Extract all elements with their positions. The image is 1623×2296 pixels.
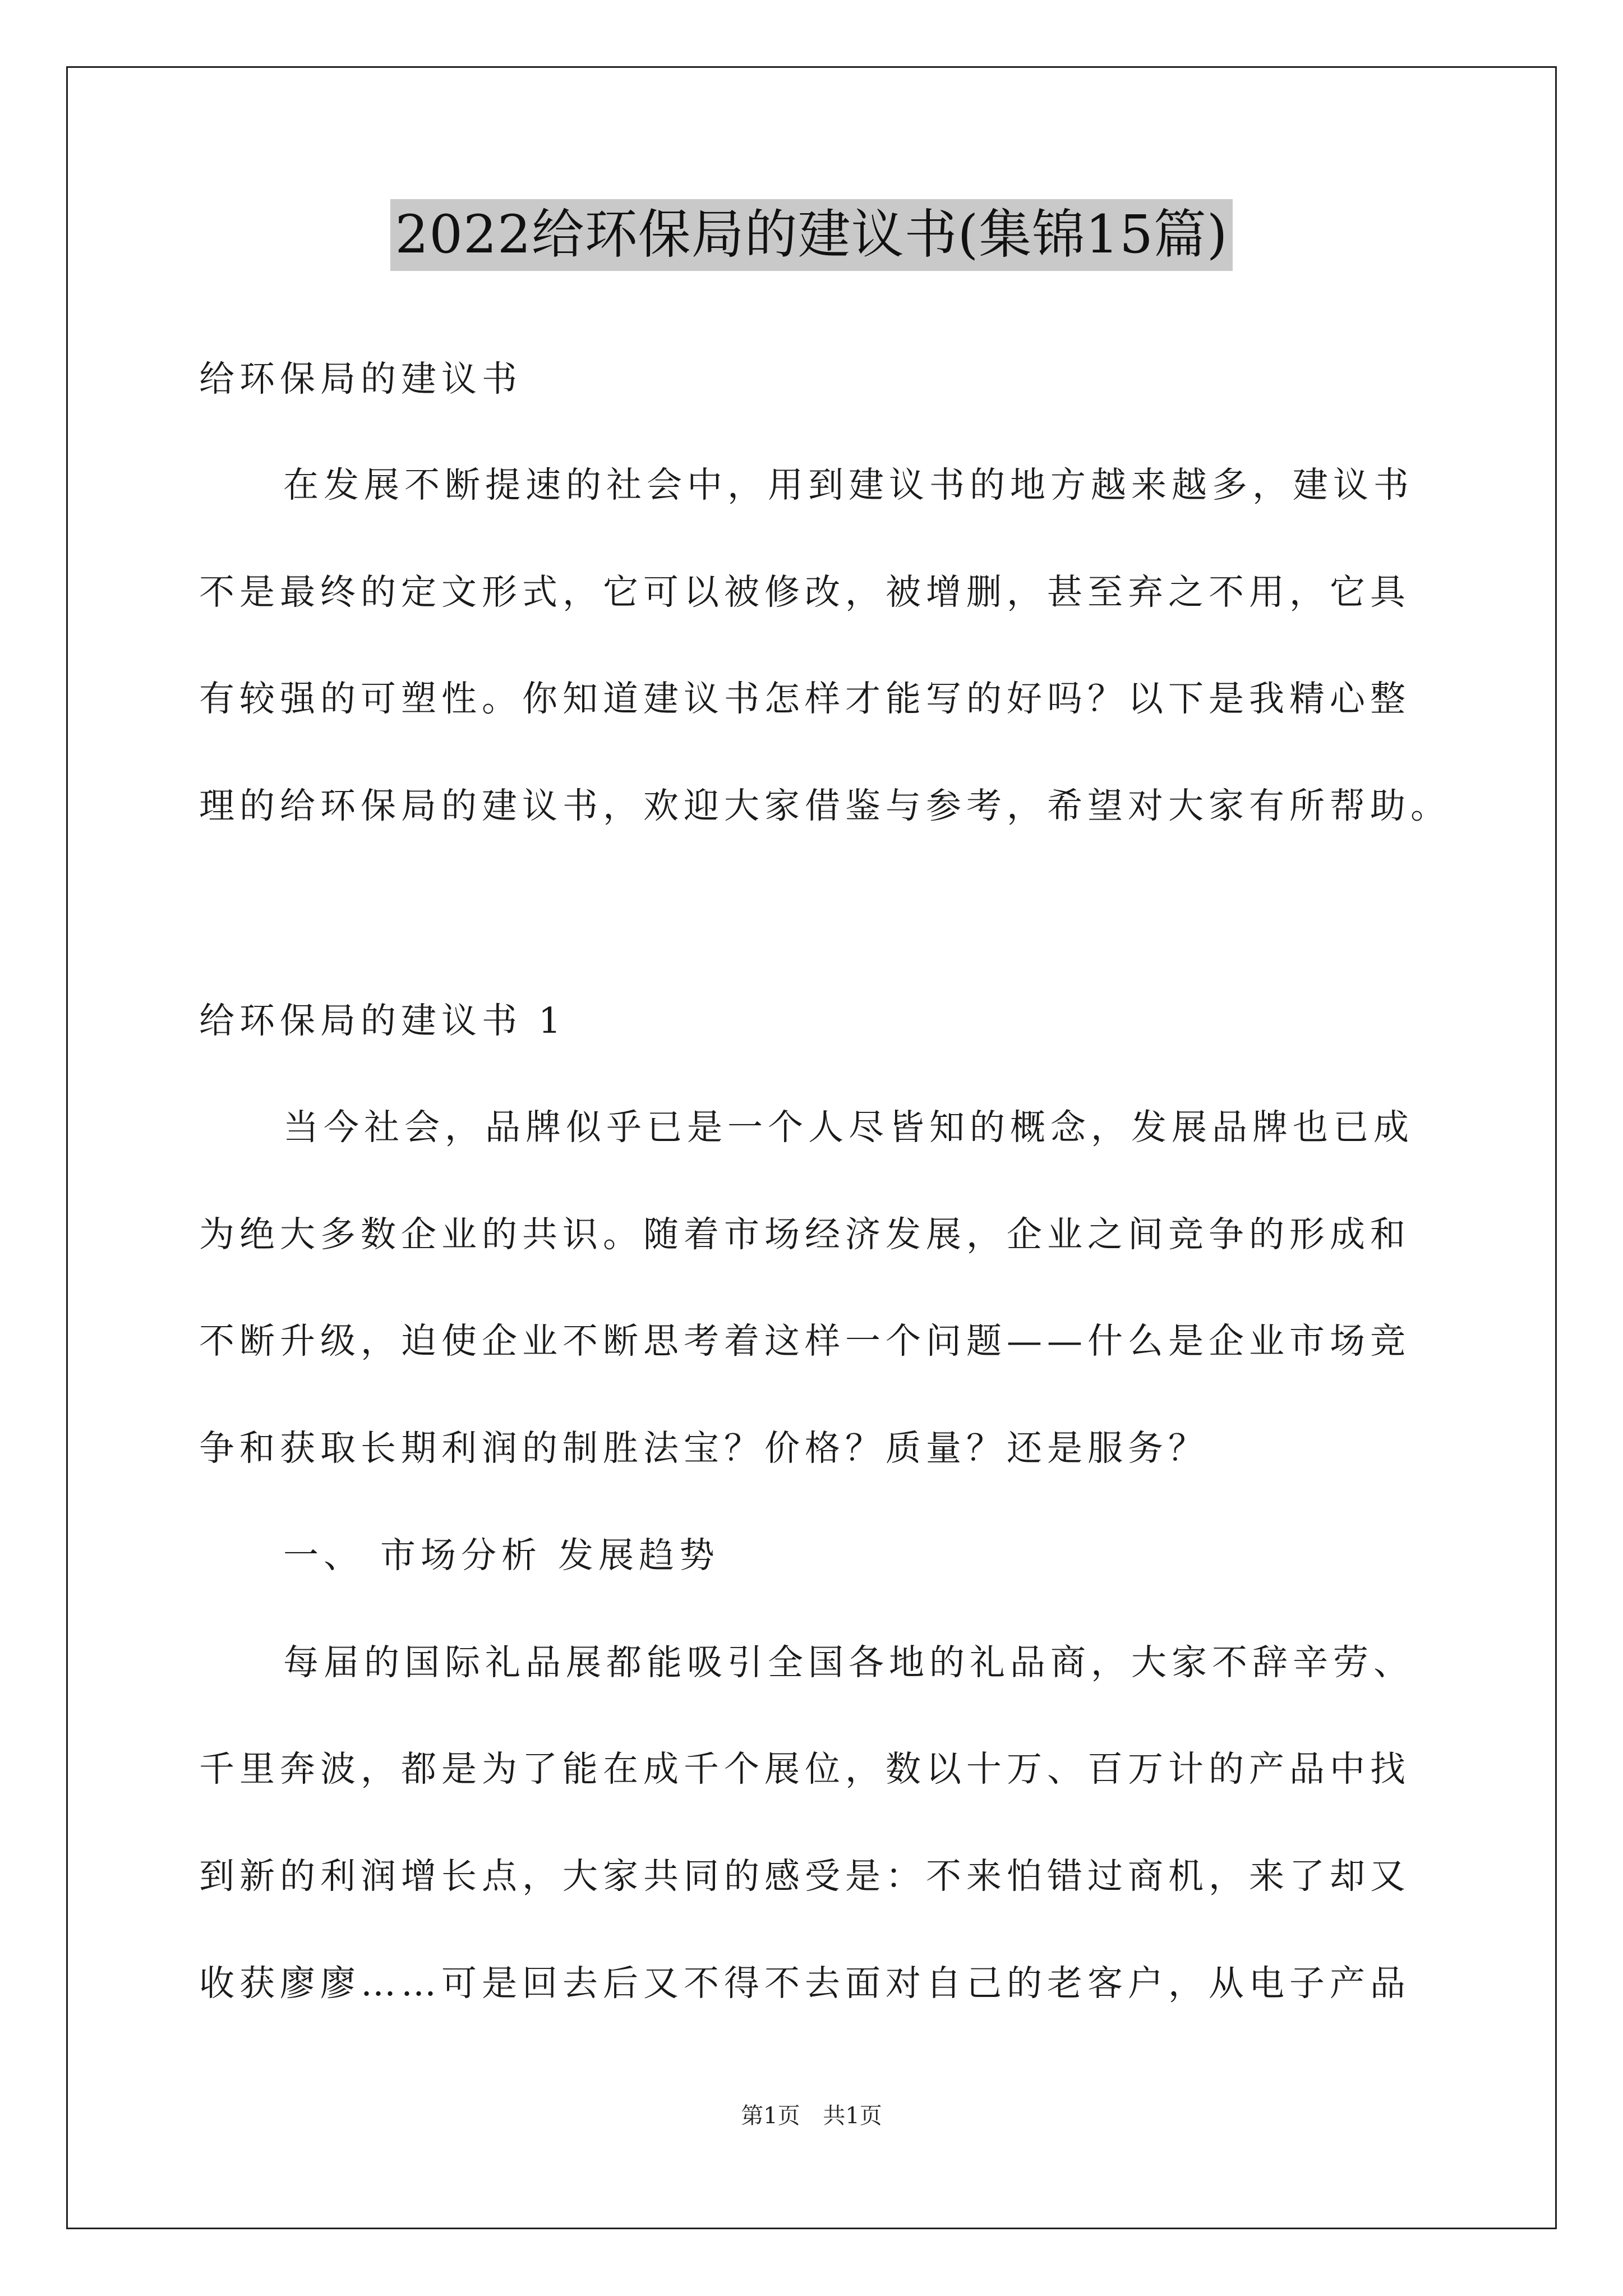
paragraph-line: 在发展不断提速的社会中，用到建议书的地方越来越多，建议书 [283, 464, 1414, 505]
paragraph-line: 每届的国际礼品展都能吸引全国各地的礼品商，大家不辞辛劳、 [283, 1642, 1414, 1683]
paragraph-line: 不是最终的定文形式，它可以被修改，被增删，甚至弃之不用，它具 [199, 572, 1410, 613]
page-footer [0, 2102, 1623, 2130]
paragraph-line: 有较强的可塑性。你知道建议书怎样才能写的好吗？以下是我精心整 [199, 678, 1410, 719]
paragraph-line: 千里奔波，都是为了能在成千个展位，数以十万、百万计的产品中找 [199, 1749, 1410, 1789]
paragraph-line: 不断升级，迫使企业不断思考着这样一个问题——什么是企业市场竞 [199, 1320, 1410, 1361]
paragraph-line: 理的给环保局的建议书，欢迎大家借鉴与参考，希望对大家有所帮助。 [199, 785, 1451, 826]
page-number: 第1页 [741, 2103, 800, 2129]
document-title: 2022给环保局的建议书(集锦15篇) [390, 199, 1232, 271]
title-container [0, 199, 1623, 271]
subheading: 一、 市场分析 发展趋势 [283, 1535, 720, 1576]
paragraph-line: 为绝大多数企业的共识。随着市场经济发展，企业之间竞争的形成和 [199, 1214, 1410, 1255]
page-total: 共1页 [823, 2103, 882, 2129]
paragraph-line: 当今社会，品牌似乎已是一个人尽皆知的概念，发展品牌也已成 [283, 1107, 1414, 1148]
paragraph-line: 到新的利润增长点，大家共同的感受是：不来怕错过商机，来了却又 [199, 1856, 1410, 1897]
section-heading: 给环保局的建议书 1 [199, 1000, 566, 1041]
paragraph-line: 争和获取长期利润的制胜法宝？价格？质量？还是服务？ [199, 1428, 1209, 1469]
intro-heading: 给环保局的建议书 [199, 358, 522, 399]
paragraph-line: 收获廖廖……可是回去后又不得不去面对自己的老客户，从电子产品 [199, 1963, 1410, 2004]
